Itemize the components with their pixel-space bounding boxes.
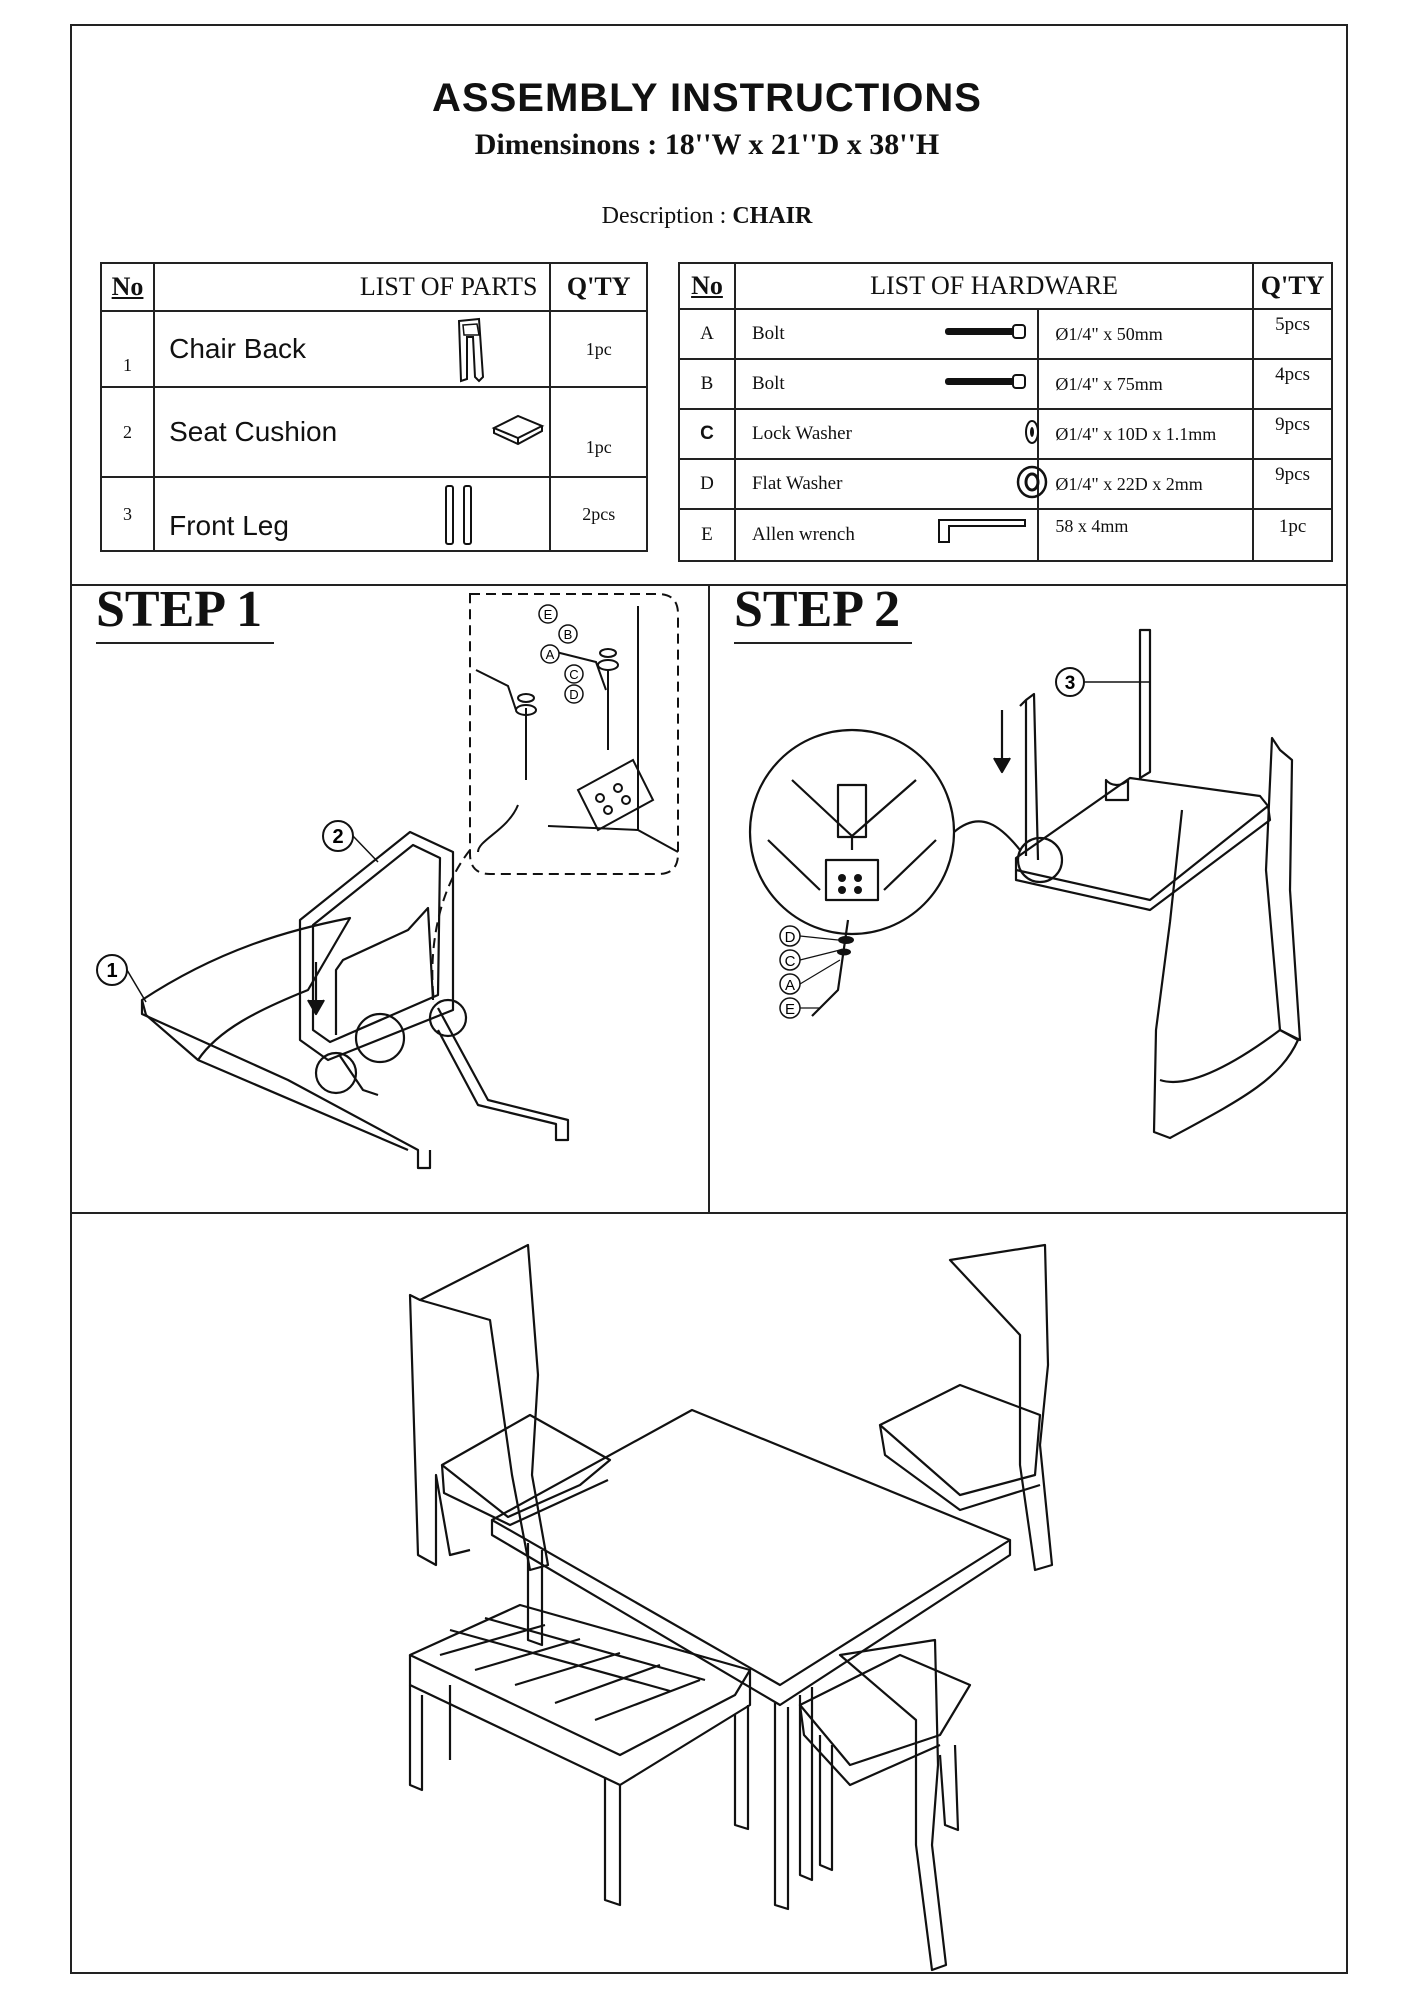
svg-text:C: C — [784, 953, 796, 970]
hw-spec: Ø1/4" x 75mm — [1038, 359, 1253, 409]
hw-no: E — [679, 509, 735, 561]
step-1-callouts — [97, 605, 583, 1002]
svg-text:A: A — [545, 647, 555, 662]
svg-text:E: E — [543, 607, 553, 622]
part-name: Chair Back — [169, 333, 307, 364]
part-qty: 2pcs — [550, 477, 647, 551]
callout-E — [539, 605, 557, 623]
hw-spec: 58 x 4mm — [1038, 509, 1253, 561]
hw-row — [679, 359, 1332, 409]
svg-text:B: B — [563, 627, 573, 642]
hw-row — [679, 459, 1332, 509]
callout-E2 — [780, 998, 800, 1018]
svg-text:3: 3 — [1064, 673, 1076, 694]
bolt-icon — [941, 372, 1031, 392]
parts-col-no: No — [101, 263, 154, 311]
hw-qty: 4pcs — [1253, 359, 1332, 409]
hw-qty: 9pcs — [1253, 409, 1332, 459]
assembled-dining-set-illustration — [380, 1225, 1080, 1925]
parts-col-qty: Q'TY — [550, 263, 647, 311]
step-1-label: STEP 1 — [96, 581, 263, 638]
part-qty: 1pc — [550, 311, 647, 387]
section-divider — [70, 1212, 1348, 1214]
bolt-icon — [941, 322, 1031, 342]
callout-D2 — [780, 926, 800, 946]
hw-qty: 9pcs — [1253, 459, 1332, 509]
svg-text:1: 1 — [106, 960, 118, 982]
hw-no: D — [679, 459, 735, 509]
svg-text:2: 2 — [332, 826, 344, 848]
callout-1 — [97, 955, 127, 985]
hw-spec: Ø1/4" x 50mm — [1038, 309, 1253, 359]
hw-no: C — [679, 409, 735, 459]
hw-col-no: No — [679, 263, 735, 309]
hw-row — [679, 509, 1332, 561]
step-2-illustration — [720, 610, 1350, 1170]
hw-name: Bolt — [751, 323, 785, 344]
part-qty: 1pc — [550, 387, 647, 477]
lock-washer-icon — [1022, 417, 1042, 447]
svg-text:D: D — [569, 687, 579, 702]
description-line: Description : CHAIR — [601, 203, 813, 229]
hw-no: B — [679, 359, 735, 409]
parts-col-list: LIST OF PARTS — [154, 263, 550, 311]
hw-col-qty: Q'TY — [1253, 263, 1332, 309]
part-no: 2 — [101, 387, 154, 477]
front-leg-icon — [440, 482, 480, 548]
hw-col-list: LIST OF HARDWARE — [735, 263, 1253, 309]
callout-A2 — [780, 974, 800, 994]
dimensions-line: Dimensinons : 18''W x 21''D x 38''H — [474, 128, 940, 161]
parts-row — [101, 387, 647, 477]
callout-D — [565, 685, 583, 703]
step-2-label: STEP 2 — [734, 581, 901, 638]
parts-table — [100, 262, 648, 552]
part-no: 1 — [101, 311, 154, 387]
parts-row — [101, 477, 647, 551]
hw-no: A — [679, 309, 735, 359]
page-title: ASSEMBLY INSTRUCTIONS — [432, 76, 982, 120]
svg-text:E: E — [784, 1001, 796, 1018]
description-value: CHAIR — [732, 203, 813, 229]
hardware-table — [678, 262, 1333, 562]
step-1-illustration — [78, 590, 708, 1210]
hw-qty: 5pcs — [1253, 309, 1332, 359]
seat-cushion-icon — [490, 410, 550, 450]
hw-name: Lock Washer — [751, 423, 852, 444]
callout-A — [541, 645, 559, 663]
section-divider — [708, 584, 710, 1212]
svg-text:C: C — [569, 667, 579, 682]
svg-text:D: D — [784, 929, 796, 946]
callout-C — [565, 665, 583, 683]
allen-wrench-icon — [931, 514, 1031, 548]
callout-3 — [1056, 668, 1084, 696]
hw-name: Flat Washer — [751, 473, 843, 494]
part-name: Front Leg — [169, 510, 289, 541]
part-no: 3 — [101, 477, 154, 551]
callout-C2 — [780, 950, 800, 970]
hw-spec: Ø1/4" x 22D x 2mm — [1038, 459, 1253, 509]
chair-back-icon — [453, 315, 493, 385]
hw-name: Bolt — [751, 373, 785, 394]
step-2-callouts — [780, 668, 1150, 1018]
part-name: Seat Cushion — [169, 416, 338, 447]
hw-spec: Ø1/4" x 10D x 1.1mm — [1038, 409, 1253, 459]
svg-text:A: A — [784, 977, 796, 994]
callout-2 — [323, 821, 353, 851]
callout-B — [559, 625, 577, 643]
hw-row — [679, 409, 1332, 459]
hw-name: Allen wrench — [751, 524, 855, 545]
flat-washer-icon — [1014, 464, 1050, 500]
hw-row — [679, 309, 1332, 359]
hw-qty: 1pc — [1253, 509, 1332, 561]
parts-row — [101, 311, 647, 387]
